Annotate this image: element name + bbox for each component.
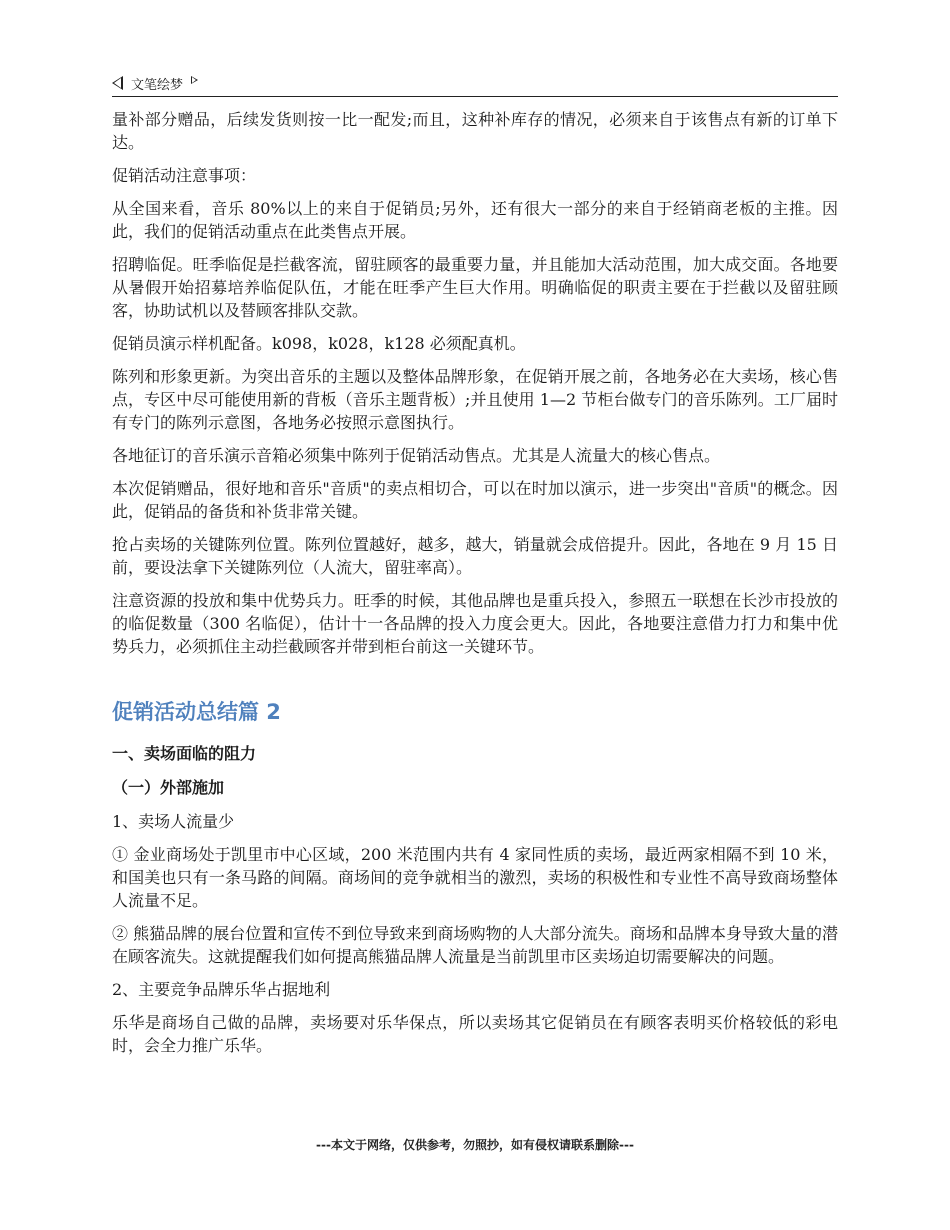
paragraph: ② 熊猫品牌的展台位置和宣传不到位导致来到商场购物的人大部分流失。商场和品牌本身导致大量的潜在顾客流失。这就提醒我们如何提高熊猫品牌人流量是当前凯里市区卖场迫切需要解决的问题。 (112, 924, 838, 966)
document-body (112, 108, 838, 1067)
paragraph: ① 金业商场处于凯里市中心区域，200 米范围内共有 4 家同性质的卖场，最近两家相隔不到 10 米，和国美也只有一条马路的间隔。商场间的竞争就相当的激烈，卖场的积极性和专业性不高导致商场整体人流量不足。 (112, 845, 838, 910)
page-footer: ---本文于网络，仅供参考，勿照抄，如有侵权请联系删除--- (316, 1138, 634, 1152)
paragraph: 抢占卖场的关键陈列位置。陈列位置越好，越多，越大，销量就会成倍提升。因此，各地在 9 月 15 日前，要设法拿下关键陈列位（人流大，留驻率高）。 (112, 535, 838, 577)
paragraph: 注意资源的投放和集中优势兵力。旺季的时候，其他品牌也是重兵投入，参照五一联想在长沙市投放的的临促数量（300 名临促），估计十一各品牌的投入力度会更大。因此，各地要注意借力打力和集中优势兵力，必须抓住主动拦截顾客并带到柜台前这一关键环节。 (112, 591, 838, 656)
paragraph: 2、主要竞争品牌乐华占据地利 (112, 980, 331, 999)
paragraph: 陈列和形象更新。为突出音乐的主题以及整体品牌形象，在促销开展之前，各地务必在大卖场，核心售点，专区中尽可能使用新的背板（音乐主题背板）;并且使用 1—2 节柜台做专门的音乐陈列。工厂届时有专门的陈列示意图，各地务必按照示意图执行。 (112, 367, 838, 432)
subsection-heading: （一）外部施加 (112, 778, 225, 797)
paragraph: 各地征订的音乐演示音箱必须集中陈列于促销活动售点。尤其是人流量大的核心售点。 (112, 446, 721, 465)
paragraph: 促销活动注意事项： (112, 166, 257, 185)
header-title: 文笔绘梦 (131, 77, 184, 93)
triangle-left-icon (112, 76, 123, 90)
paragraph: 本次促销赠品，很好地和音乐"音质"的卖点相切合，可以在时加以演示，进一步突出"音质"的概念。因此，促销品的备货和补货非常关键。 (112, 479, 838, 521)
section-heading: 一、卖场面临的阻力 (112, 744, 257, 763)
page-header (112, 70, 838, 97)
paragraph: 从全国来看，音乐 80%以上的来自于促销员;另外，还有很大一部分的来自于经销商老板的主推。因此，我们的促销活动重点在此类售点开展。 (112, 199, 838, 241)
paragraph: 招聘临促。旺季临促是拦截客流，留驻顾客的最重要力量，并且能加大活动范围，加大成交面。各地要从暑假开始招募培养临促队伍，才能在旺季产生巨大作用。明确临促的职责主要在于拦截以及留驻顾客，协助试机以及替顾客排队交款。 (112, 255, 838, 320)
section-title: 促销活动总结篇 2 (112, 700, 281, 724)
paragraph: 1、卖场人流量少 (112, 812, 235, 831)
paragraph: 乐华是商场自己做的品牌，卖场要对乐华保点，所以卖场其它促销员在有顾客表明买价格较低的彩电时，会全力推广乐华。 (112, 1013, 838, 1055)
paragraph: 促销员演示样机配备。k098，k028，k128 必须配真机。 (112, 334, 526, 353)
triangle-right-icon (191, 76, 198, 84)
paragraph: 量补部分赠品，后续发货则按一比一配发;而且，这种补库存的情况，必须来自于该售点有新的订单下达。 (112, 110, 838, 152)
